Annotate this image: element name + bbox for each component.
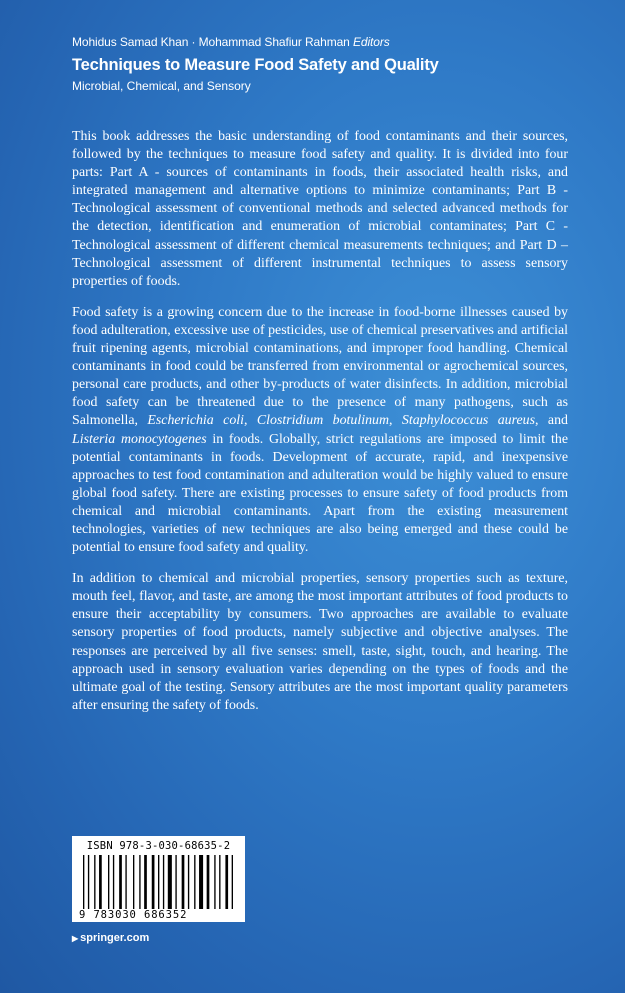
- barcode-bar: [152, 855, 155, 909]
- species-listeria-monocytogenes: Listeria monocytogenes: [72, 431, 207, 447]
- barcode-bar: [139, 855, 140, 909]
- blurb-paragraph-2: [72, 304, 568, 557]
- editors-line: [72, 34, 592, 50]
- barcode-bar: [108, 855, 109, 909]
- p2-sep-3: , and: [535, 413, 568, 429]
- barcode-bar: [88, 855, 89, 909]
- publisher-link[interactable]: [72, 932, 149, 944]
- barcode-bar: [182, 855, 185, 909]
- barcode-bar: [188, 855, 189, 909]
- p2-text-b: in foods. Globally, strict regulations are imposed to limit the potential contaminants in foods. Development of accurate, rapid, and inexpensive approaches to test food contamination and adulteration would be highly valued to ensure global food safety. There are existing processes to ensure safety of food products from chemical and microbial contaminants. Apart from the existing measurement technologies, varieties of new techniques are also being emerged and these could be potential to ensure food safety and quality.: [72, 431, 568, 556]
- barcode-bar: [207, 855, 210, 909]
- editors-role: Editors: [352, 35, 390, 49]
- cover-header: [72, 34, 592, 94]
- barcode-bar: [175, 855, 176, 909]
- p2-sep-2: ,: [389, 413, 402, 429]
- blurb-paragraph-3: In addition to chemical and microbial properties, sensory properties such as texture, mouth feel, flavor, and taste, are among the most important attributes of food products to ensure their acceptability by consumers. Two approaches are available to evaluate sensory properties of food products, namely subjective and objective analyses. The responses are perceived by all five senses: smell, taste, sight, touch, and hearing. The approach used in sensory evaluation varies depending on the types of foods and the ultimate goal of the testing. Sensory attributes are the most important quality parameters after ensuring the safety of foods.: [72, 571, 568, 713]
- barcode-bar: [214, 855, 215, 909]
- arrow-right-icon: ▶: [72, 934, 79, 943]
- barcode-bar: [168, 855, 172, 909]
- barcode-bar: [194, 855, 195, 909]
- barcode-digits: 9 783030 686352: [79, 909, 188, 921]
- species-clostridium-botulinum: Clostridium botulinum: [256, 413, 390, 429]
- barcode-bar: [113, 855, 114, 909]
- barcode-bar: [125, 855, 126, 909]
- barcode-bar: [163, 855, 164, 909]
- isbn-number: ISBN 978-3-030-68635-2: [86, 840, 231, 852]
- barcode-bar: [219, 855, 220, 909]
- p2-text-a: Food safety is a growing concern due to the increase in food-borne illnesses caused by food adulteration, excessive use of pesticides, use of chemical preservatives and artificial fruit ripening agents, microbial contaminations, and improper food handling. Chemical contaminants in food could be transferred from environmental or agrochemical sources, personal care products, and other by-products of water disinfects. In addition, microbial food safety can be threatened due to the presence of many pathogens, such as Salmonella,: [72, 304, 568, 429]
- barcode-bar: [83, 855, 84, 909]
- barcode-bar: [232, 855, 233, 909]
- publisher-link-text: springer.com: [80, 932, 150, 944]
- barcode-bar: [225, 855, 228, 909]
- species-staphylococcus-aureus: Staphylococcus aureus: [401, 413, 536, 429]
- barcode-bar: [199, 855, 203, 909]
- barcode-bar: [99, 855, 102, 909]
- blurb-paragraph-1: This book addresses the basic understanding of food contaminants and their sources, followed by the techniques to measure food safety and quality. It is divided into four parts: Part A - sources of contaminants in foods, their associated health risks, and integrated management and alternative options to minimize contaminants; Part B - Technological assessment of conventional methods and selected advanced methods for the detection, identification and enumeration of microbial contaminates; Part C - Technological assessment of different chemical measurements techniques; and Part D – Technological assessment of different instrumental techniques to assess sensory properties of foods.: [72, 129, 568, 289]
- barcode-bar: [94, 855, 95, 909]
- book-subtitle: Microbial, Chemical, and Sensory: [72, 79, 251, 93]
- barcode-bar: [133, 855, 134, 909]
- barcode-bar: [158, 855, 159, 909]
- species-escherichia-coli: Escherichia coli: [147, 413, 244, 429]
- back-cover-blurb: [72, 128, 568, 728]
- barcode-bars: [79, 855, 238, 909]
- barcode-bar: [144, 855, 147, 909]
- editors-names: Mohidus Samad Khan · Mohammad Shafiur Rahman: [72, 35, 350, 49]
- isbn-barcode: [72, 836, 245, 922]
- p2-sep-1: ,: [243, 413, 257, 429]
- barcode-bar: [119, 855, 122, 909]
- book-title: Techniques to Measure Food Safety and Quality: [72, 56, 439, 74]
